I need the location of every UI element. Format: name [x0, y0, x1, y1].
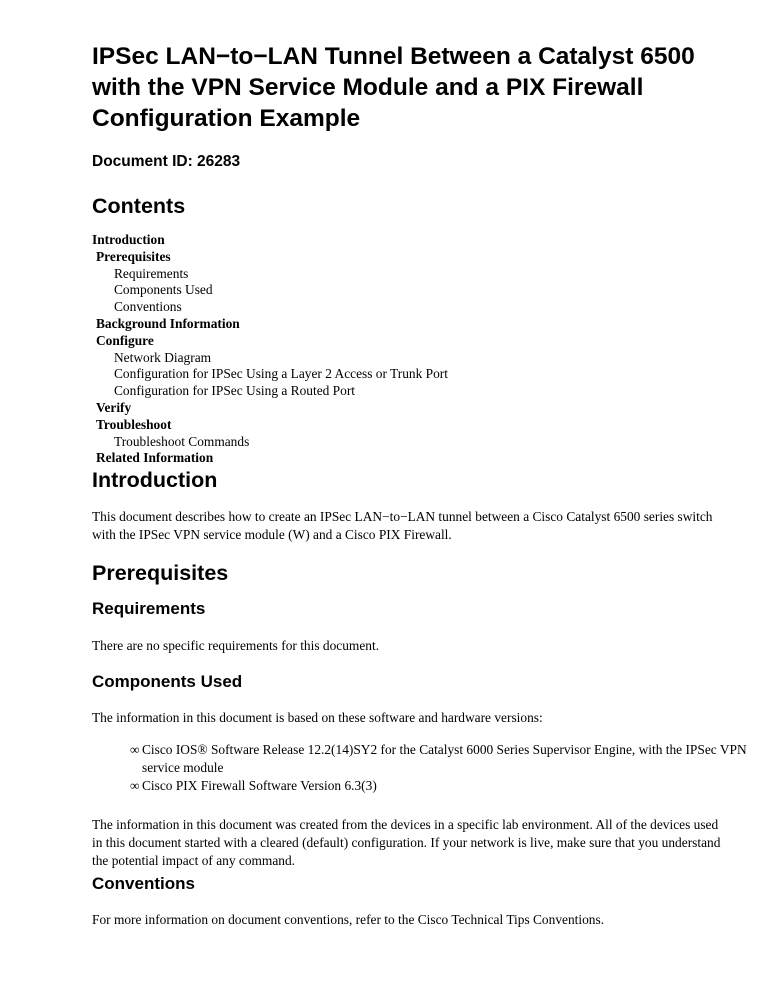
toc-item-conventions[interactable]: Conventions: [114, 299, 182, 315]
toc-item-components-used[interactable]: Components Used: [114, 282, 213, 298]
toc-item-troubleshoot[interactable]: Troubleshoot: [96, 416, 172, 432]
introduction-text: This document describes how to create an IPSec LAN−to−LAN tunnel between a Cisco Catalyst 6500 series switch with the IPSec VPN service module (W) and a Cisco PIX Firewall.: [92, 509, 713, 542]
conventions-heading: Conventions: [92, 874, 195, 893]
toc-item-requirements[interactable]: Requirements: [114, 265, 189, 281]
requirements-text: There are no specific requirements for this document.: [92, 638, 380, 653]
bullet-icon: ∞: [130, 742, 140, 757]
components-intro: The information in this document is based on these software and hardware versions:: [92, 710, 543, 725]
toc-item-config-routed-port[interactable]: Configuration for IPSec Using a Routed Port: [114, 383, 356, 399]
bullet-icon: ∞: [130, 778, 140, 793]
introduction-heading: Introduction: [92, 468, 218, 492]
components-note: The information in this document was created from the devices in a specific lab environment. All of the devices used in this document started with a cleared (default) configuration. If your network is live, make sure that you understand the potential impact of any command.: [92, 817, 721, 868]
toc-item-config-layer2[interactable]: Configuration for IPSec Using a Layer 2 Access or Trunk Port: [114, 366, 448, 382]
components-used-heading: Components Used: [92, 672, 243, 691]
toc-item-troubleshoot-commands[interactable]: Troubleshoot Commands: [114, 433, 250, 449]
toc-item-configure[interactable]: Configure: [96, 332, 154, 348]
toc-item-prerequisites[interactable]: Prerequisites: [96, 248, 171, 264]
components-list: [130, 741, 750, 795]
contents-heading: Contents: [92, 194, 186, 218]
toc-item-network-diagram[interactable]: Network Diagram: [114, 349, 212, 365]
conventions-text: For more information on document conventions, refer to the Cisco Technical Tips Conventions.: [92, 912, 605, 927]
table-of-contents: [92, 232, 448, 467]
list-item: ∞ Cisco PIX Firewall Software Version 6.3(3): [130, 778, 377, 793]
requirements-heading: Requirements: [92, 599, 206, 618]
toc-item-introduction[interactable]: Introduction: [92, 232, 165, 247]
document-id: Document ID: 26283: [92, 153, 241, 170]
toc-item-related-information[interactable]: Related Information: [96, 450, 214, 466]
toc-item-verify[interactable]: Verify: [96, 399, 132, 415]
document-title: IPSec LAN−to−LAN Tunnel Between a Catalyst 6500 with the VPN Service Module and a PIX Firewall Configuration Example: [92, 43, 695, 132]
toc-item-background-information[interactable]: Background Information: [96, 315, 240, 331]
list-item: ∞ Cisco IOS® Software Release 12.2(14)SY2 for the Catalyst 6000 Series Supervisor Engine, with the IPSec VPN service module: [130, 742, 747, 775]
prerequisites-heading: Prerequisites: [92, 561, 229, 585]
